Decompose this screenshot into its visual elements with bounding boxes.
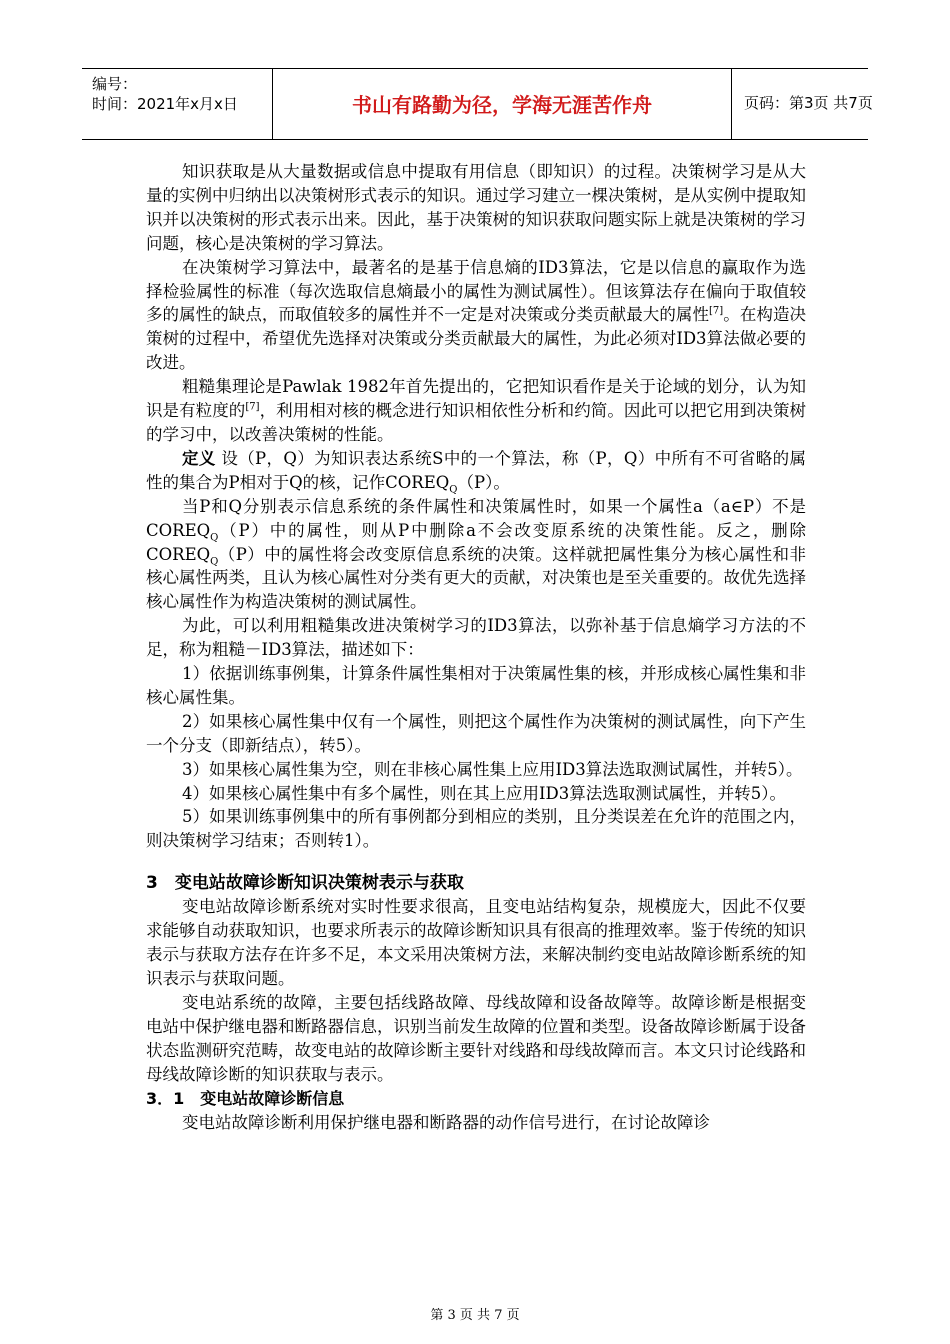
section-heading: 3 变电站故障诊断知识决策树表示与获取 [146, 873, 464, 894]
paragraph [146, 375, 806, 447]
document-date-label: 时间：2021年x月x日 [92, 95, 238, 113]
definition-label: 定义 [182, 448, 216, 468]
algorithm-step: 4）如果核心属性集中有多个属性，则在其上应用ID3算法选取测试属性，并转5）。 [182, 783, 786, 803]
paragraph-text: （P）中的属性将会改变原信息系统的决策。这样就把属性集分为核心属性和非核心属性两类，且认为核心属性对分类有更大的贡献，对决策也是至关重要的。故优先选择核心属性作为构造决策树的测试属性。 [146, 544, 806, 612]
algorithm-step: 2）如果核心属性集中仅有一个属性，则把这个属性作为决策树的测试属性，向下产生一个分支（即新结点），转5）。 [146, 711, 806, 755]
paragraph [146, 495, 806, 615]
subscript: Q [449, 484, 458, 496]
algorithm-step: 1）依据训练事例集，计算条件属性集相对于决策属性集的核，并形成核心属性集和非核心属性集。 [146, 664, 806, 707]
paragraph-text: 粗糙集理论是Pawlak 1982年首先提出的，它把知识看作是关于论域的划分，认为知识是有粒度的 [146, 377, 806, 421]
header-page-cell [732, 69, 873, 139]
paragraph-text: （P）。 [457, 472, 510, 492]
paragraph-text: 在决策树学习算法中，最著名的是基于信息熵的ID3算法，它是以信息的赢取作为选择检验属性的标准（每次选取信息熵最小的属性为测试属性）。但该算法存在偏向于取值较多的属性的缺点，而取值较多的属性并不一定是对决策或分类贡献最大的属性 [146, 257, 806, 325]
subscript: Q [210, 531, 219, 543]
header-info-cell [82, 69, 273, 139]
paragraph-text: 。在构造决策树的过程中，希望优先选择对决策或分类贡献最大的属性，为此必须对ID3算法做必要的改进。 [146, 305, 807, 373]
paragraph: 变电站系统的故障，主要包括线路故障、母线故障和设备故障等。故障诊断是根据变电站中保护继电器和断路器信息，识别当前发生故障的位置和类型。设备故障诊断属于设备状态监测研究范畴，故变电站的故障诊断主要针对线路和母线故障而言。本文只讨论线路和母线故障诊断的知识获取与表示。 [146, 992, 806, 1084]
header-motto: 书山有路勤为径，学海无涯苦作舟 [352, 93, 652, 117]
citation-ref: [7] [709, 305, 724, 317]
paragraph-text: （P）中的属性，则从P中删除a不会改变原系统的决策性能。反之，删除COREQ [146, 520, 806, 564]
subscript: Q [210, 555, 219, 567]
document-body [146, 160, 806, 1134]
definition-paragraph [146, 447, 806, 495]
header-motto-cell [273, 69, 732, 139]
paragraph: 为此，可以利用粗糙集改进决策树学习的ID3算法，以弥补基于信息熵学习方法的不足，称为粗糙－ID3算法，描述如下： [146, 616, 806, 660]
paragraph-text: 当P和Q分别表示信息系统的条件属性和决策属性时，如果一个属性a（a∈P）不是COREQ [146, 496, 806, 540]
algorithm-step: 5）如果训练事例集中的所有事例都分到相应的类别，且分类误差在允许的范围之内，则决策树学习结束；否则转1）。 [146, 807, 806, 851]
citation-ref: [7] [245, 401, 260, 413]
paragraph-text: ，利用相对核的概念进行知识相依性分析和约简。因此可以把它用到决策树的学习中，以改善决策树的性能。 [146, 401, 807, 444]
algorithm-step: 3）如果核心属性集为空，则在非核心属性集上应用ID3算法选取测试属性，并转5）。 [182, 759, 803, 779]
paragraph: 变电站故障诊断利用保护继电器和断路器的动作信号进行，在讨论故障诊 [182, 1112, 710, 1132]
page-footer: 第 3 页 共 7 页 [430, 1308, 520, 1323]
header-page-label: 页码：第3页 共7页 [744, 94, 873, 112]
paragraph: 知识获取是从大量数据或信息中提取有用信息（即知识）的过程。决策树学习是从大量的实例中归纳出以决策树形式表示的知识。通过学习建立一棵决策树，是从实例中提取知识并以决策树的形式表示出来。因此，基于决策树的知识获取问题实际上就是决策树的学习问题，核心是决策树的学习算法。 [146, 162, 806, 253]
subsection-heading: 3．1 变电站故障诊断信息 [146, 1088, 345, 1108]
paragraph [146, 256, 806, 376]
header-table [82, 68, 873, 140]
paragraph-text: 设（P，Q）为知识表达系统S中的一个算法，称（P，Q）中所有不可省略的属性的集合为P相对于Q的核，记作COREQ [146, 448, 807, 492]
document-number-label: 编号： [92, 75, 138, 93]
paragraph: 变电站故障诊断系统对实时性要求很高，且变电站结构复杂，规模庞大，因此不仅要求能够自动获取知识，也要求所表示的故障诊断知识具有很高的推理效率。鉴于传统的知识表示与获取方法存在许多不足，本文采用决策树方法，来解决制约变电站故障诊断系统的知识表示与获取问题。 [146, 897, 806, 988]
